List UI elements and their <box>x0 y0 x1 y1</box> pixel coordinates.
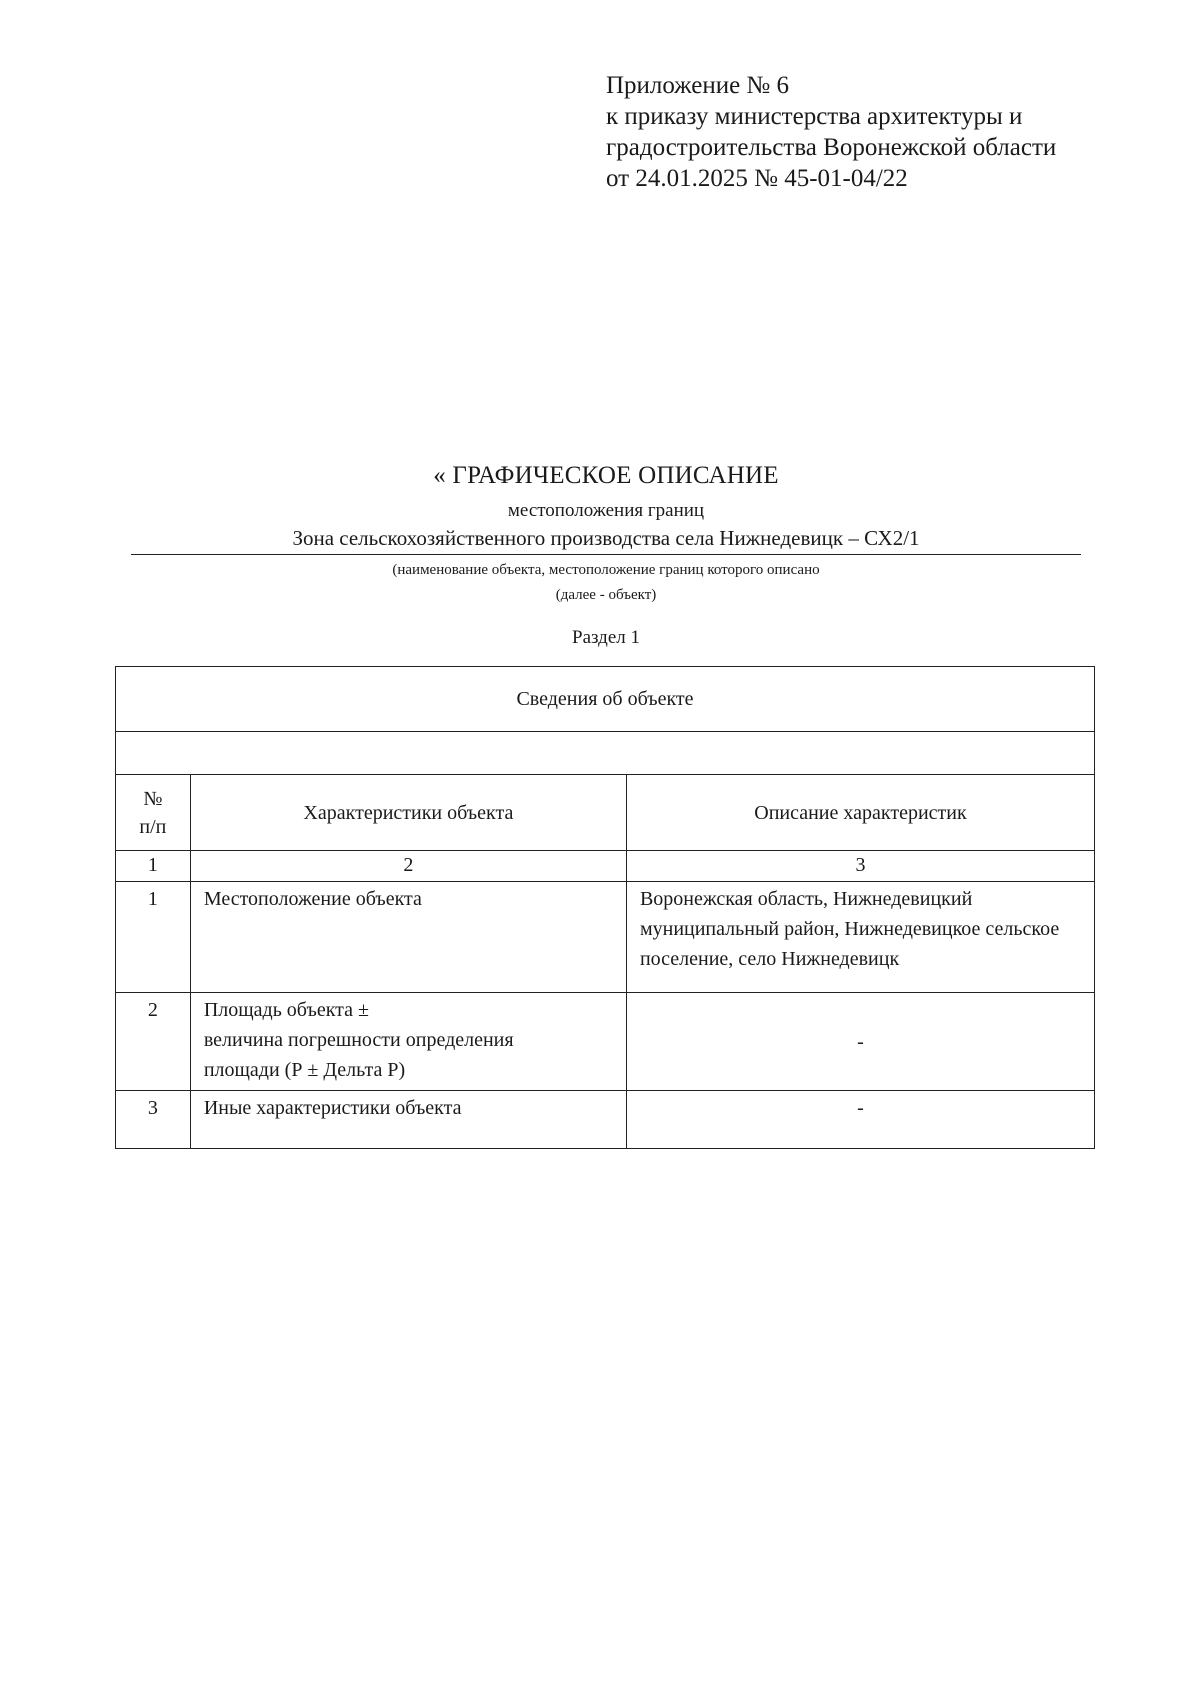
header-number <box>116 775 191 851</box>
row-characteristic: Иные характеристики объекта <box>190 1091 626 1149</box>
table-row <box>116 1091 1095 1149</box>
document-subtitle: местоположения границ <box>507 500 705 521</box>
appendix-number: Приложение № 6 <box>606 72 790 99</box>
row-characteristic: Местоположение объекта <box>190 882 626 993</box>
row-number: 1 <box>116 882 191 993</box>
header-description: Описание характеристик <box>626 775 1094 851</box>
document-heading <box>131 460 1081 650</box>
row-number: 2 <box>116 993 191 1091</box>
row-characteristic <box>190 993 626 1091</box>
header-number-abbr: п/п <box>139 815 167 838</box>
column-number-row <box>116 851 1095 882</box>
table-empty-row <box>116 732 1095 775</box>
row-characteristic-line: Площадь объекта ± <box>203 999 369 1021</box>
table-empty-cell <box>116 732 1095 775</box>
appendix-order-ref: к приказу министерства архитектуры и <box>606 103 1023 130</box>
object-caption-line1: (наименование объекта, местоположение границ которого описано <box>392 562 820 578</box>
document-title: « ГРАФИЧЕСКОЕ ОПИСАНИЕ <box>433 462 779 489</box>
section-label: Раздел 1 <box>572 627 640 648</box>
row-characteristic-line: величина погрешности определения <box>203 1029 514 1051</box>
appendix-order-date: от 24.01.2025 № 45-01-04/22 <box>606 165 908 192</box>
row-description: - <box>626 993 1094 1091</box>
appendix-header <box>606 70 1166 194</box>
appendix-ministry: градостроительства Воронежской области <box>606 134 1057 161</box>
row-characteristic-line: площади (Р ± Дельта Р) <box>203 1059 406 1081</box>
column-number-3: 3 <box>626 851 1094 882</box>
table-title: Сведения об объекте <box>116 667 1095 732</box>
object-caption-line2: (далее - объект) <box>555 587 657 603</box>
table-row <box>116 993 1095 1091</box>
column-number-1: 1 <box>116 851 191 882</box>
table-row <box>116 882 1095 993</box>
row-description: Воронежская область, Нижнедевицкий муниципальный район, Нижнедевицкое сельское поселение, село Нижнедевицк <box>626 882 1094 993</box>
object-name: Зона сельскохозяйственного производства села Нижнедевицк – СХ2/1 <box>131 524 1081 555</box>
table-header-row <box>116 775 1095 851</box>
object-info-table <box>115 666 1095 1149</box>
column-number-2: 2 <box>190 851 626 882</box>
row-description: - <box>626 1091 1094 1149</box>
header-characteristics: Характеристики объекта <box>190 775 626 851</box>
header-number-symbol: № <box>143 787 163 810</box>
table-title-row <box>116 667 1095 732</box>
row-number: 3 <box>116 1091 191 1149</box>
